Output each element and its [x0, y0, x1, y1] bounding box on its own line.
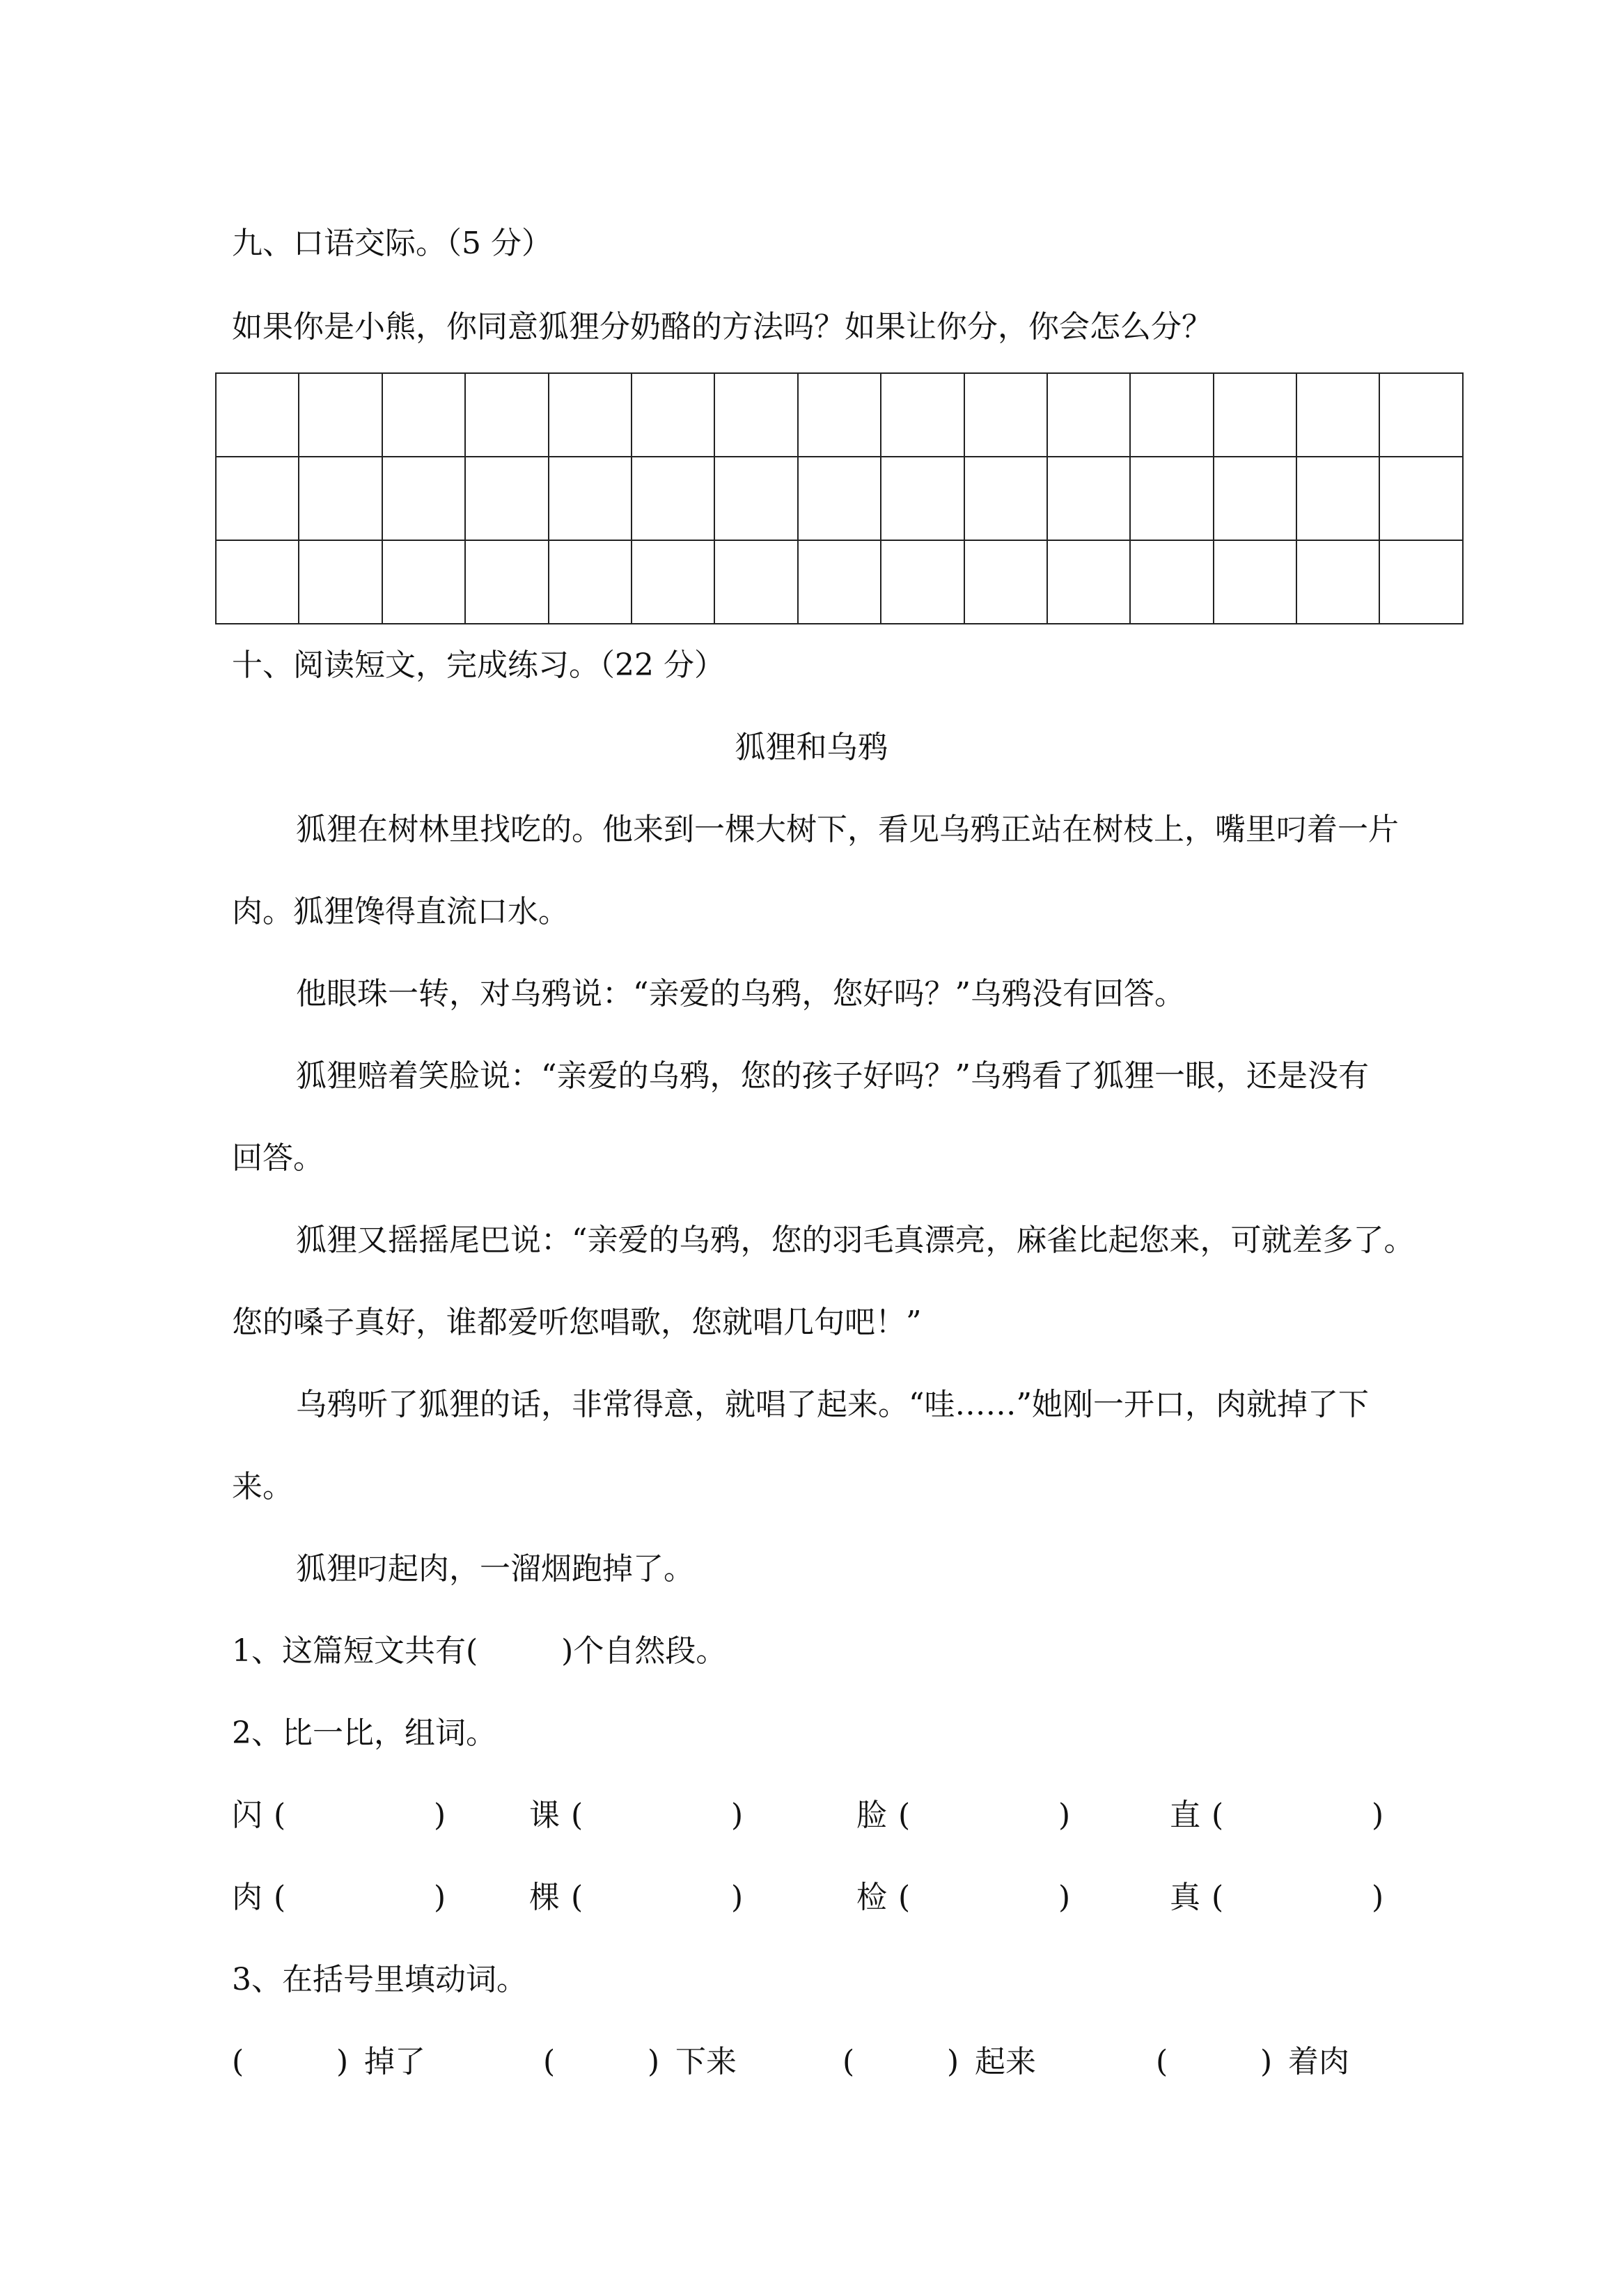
grid-cell[interactable]: [299, 373, 382, 457]
close-paren: ): [1372, 1880, 1384, 1915]
word-group-char: 闪: [232, 1798, 262, 1833]
grid-cell[interactable]: [549, 457, 632, 540]
open-paren: (: [898, 1880, 911, 1915]
word-group-char: 检: [856, 1880, 887, 1915]
grid-cell[interactable]: [1296, 457, 1379, 540]
close-paren: ): [1058, 1880, 1071, 1915]
paragraph-1-line-1: 狐狸在树林里找吃的。他来到一棵大树下，看见乌鸦正站在树枝上，嘴里叼着一片: [296, 812, 1399, 847]
grid-row: [216, 457, 1463, 540]
open-paren: (: [274, 1880, 286, 1915]
section9-prompt: 如果你是小熊，你同意狐狸分奶酪的方法吗？如果让你分，你会怎么分？: [232, 309, 1212, 345]
close-paren: ): [648, 2044, 660, 2079]
grid-cell[interactable]: [798, 373, 881, 457]
question-3-label: 3、在括号里填动词。: [232, 1962, 527, 1997]
grid-cell[interactable]: [881, 373, 964, 457]
grid-cell[interactable]: [382, 540, 465, 624]
grid-cell[interactable]: [1047, 373, 1130, 457]
open-paren: (: [898, 1798, 911, 1833]
verb-target-word: 下来: [675, 2044, 737, 2079]
grid-cell[interactable]: [964, 540, 1047, 624]
grid-cell[interactable]: [549, 540, 632, 624]
answer-blank[interactable]: [564, 2041, 641, 2083]
grid-row: [216, 540, 1463, 624]
word-group-char: 肉: [232, 1880, 262, 1915]
open-paren: (: [571, 1880, 583, 1915]
close-paren: ): [731, 1798, 744, 1833]
paragraph-3-line-1: 狐狸赔着笑脸说：“亲爱的乌鸦，您的孩子好吗？”乌鸦看了狐狸一眼，还是没有: [296, 1058, 1369, 1094]
open-paren: (: [1156, 2044, 1168, 2079]
verb-target-word: 掉了: [364, 2044, 425, 2079]
answer-blank[interactable]: [592, 1877, 724, 1919]
close-paren: ): [336, 2044, 349, 2079]
paragraph-4-line-1: 狐狸又摇摇尾巴说：“亲爱的乌鸦，您的羽毛真漂亮，麻雀比起您来，可就差多了。: [296, 1222, 1415, 1258]
grid-cell[interactable]: [964, 457, 1047, 540]
word-group-char: 棵: [529, 1880, 560, 1915]
grid-cell[interactable]: [1379, 457, 1463, 540]
grid-cell[interactable]: [1296, 540, 1379, 624]
grid-cell[interactable]: [1047, 540, 1130, 624]
paragraph-3-line-2: 回答。: [232, 1140, 324, 1176]
grid-cell[interactable]: [1214, 457, 1296, 540]
open-paren: (: [543, 2044, 556, 2079]
close-paren: ): [1058, 1798, 1071, 1833]
grid-cell[interactable]: [1130, 457, 1213, 540]
section9-heading: 九、口语交际。（5 分）: [232, 226, 552, 261]
close-paren: ): [1372, 1798, 1384, 1833]
grid-cell[interactable]: [1214, 373, 1296, 457]
close-paren: ): [1260, 2044, 1273, 2079]
grid-cell[interactable]: [632, 373, 714, 457]
grid-cell[interactable]: [632, 457, 714, 540]
grid-cell[interactable]: [1379, 540, 1463, 624]
question-2-label: 2、比一比，组词。: [232, 1715, 496, 1751]
grid-cell[interactable]: [299, 457, 382, 540]
paragraph-2: 他眼珠一转，对乌鸦说：“亲爱的乌鸦，您好吗？”乌鸦没有回答。: [296, 976, 1185, 1012]
open-paren: (: [274, 1798, 286, 1833]
grid-cell[interactable]: [1047, 457, 1130, 540]
grid-cell[interactable]: [798, 457, 881, 540]
answer-blank[interactable]: [1177, 2041, 1253, 2083]
grid-cell[interactable]: [465, 373, 548, 457]
paragraph-1-line-2: 肉。狐狸馋得直流口水。: [232, 894, 569, 929]
grid-cell[interactable]: [964, 373, 1047, 457]
open-paren: (: [1212, 1798, 1224, 1833]
grid-cell[interactable]: [216, 373, 299, 457]
open-paren: (: [1212, 1880, 1224, 1915]
answer-blank[interactable]: [295, 1877, 427, 1919]
grid-cell[interactable]: [1379, 373, 1463, 457]
grid-cell[interactable]: [216, 457, 299, 540]
grid-cell[interactable]: [299, 540, 382, 624]
answer-blank[interactable]: [253, 2041, 329, 2083]
close-paren: ): [434, 1798, 446, 1833]
section10-heading: 十、阅读短文，完成练习。（22 分）: [232, 647, 725, 683]
verb-target-word: 着肉: [1288, 2044, 1349, 2079]
paragraph-5-line-1: 乌鸦听了狐狸的话，非常得意，就唱了起来。“哇……”她刚一开口，肉就掉了下: [296, 1387, 1369, 1422]
answer-blank[interactable]: [863, 2041, 940, 2083]
writing-grid[interactable]: [215, 372, 1464, 624]
grid-cell[interactable]: [549, 373, 632, 457]
grid-cell[interactable]: [216, 540, 299, 624]
grid-cell[interactable]: [798, 540, 881, 624]
open-paren: (: [571, 1798, 583, 1833]
grid-cell[interactable]: [881, 457, 964, 540]
grid-cell[interactable]: [1296, 373, 1379, 457]
story-title: 狐狸和乌鸦: [735, 730, 888, 765]
grid-row: [216, 373, 1463, 457]
grid-cell[interactable]: [382, 373, 465, 457]
question-1-text-after: )个自然段。: [561, 1633, 727, 1669]
answer-blank[interactable]: [919, 1877, 1051, 1919]
paragraph-5-line-2: 来。: [232, 1469, 293, 1504]
question-1-text-before: 1、这篇短文共有(: [232, 1633, 478, 1669]
paragraph-6: 狐狸叼起肉，一溜烟跑掉了。: [296, 1551, 694, 1587]
answer-blank[interactable]: [919, 1795, 1051, 1837]
grid-cell[interactable]: [465, 540, 548, 624]
grid-cell[interactable]: [714, 457, 797, 540]
answer-blank[interactable]: [295, 1795, 427, 1837]
grid-cell[interactable]: [1130, 373, 1213, 457]
answer-blank[interactable]: [1232, 1877, 1365, 1919]
word-group-char: 直: [1170, 1798, 1200, 1833]
word-group-char: 真: [1170, 1880, 1200, 1915]
open-paren: (: [232, 2044, 244, 2079]
paragraph-4-line-2: 您的嗓子真好，谁都爱听您唱歌，您就唱几句吧！”: [232, 1305, 922, 1340]
grid-cell[interactable]: [1130, 540, 1213, 624]
grid-cell[interactable]: [632, 540, 714, 624]
close-paren: ): [947, 2044, 959, 2079]
word-group-char: 脸: [856, 1798, 887, 1833]
word-group-char: 课: [529, 1798, 560, 1833]
answer-blank[interactable]: [1232, 1795, 1365, 1837]
grid-cell[interactable]: [714, 373, 797, 457]
question-1: [232, 1630, 726, 1672]
open-paren: (: [842, 2044, 855, 2079]
grid-cell[interactable]: [714, 540, 797, 624]
grid-cell[interactable]: [881, 540, 964, 624]
close-paren: ): [731, 1880, 744, 1915]
grid-cell[interactable]: [1214, 540, 1296, 624]
grid-cell[interactable]: [465, 457, 548, 540]
close-paren: ): [434, 1880, 446, 1915]
verb-target-word: 起来: [975, 2044, 1036, 2079]
answer-blank[interactable]: [592, 1795, 724, 1837]
grid-cell[interactable]: [382, 457, 465, 540]
